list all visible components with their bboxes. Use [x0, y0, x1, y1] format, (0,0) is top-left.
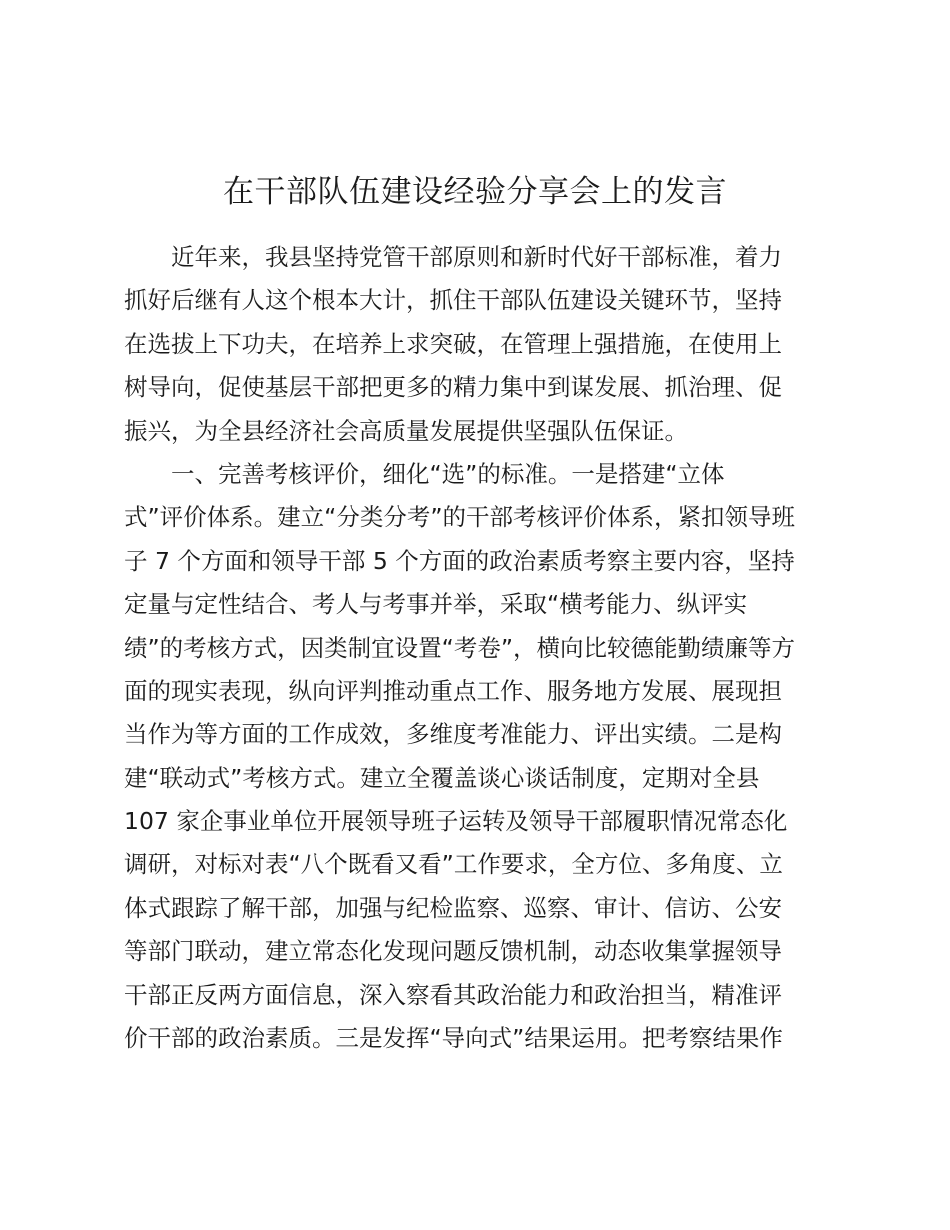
text-line: 当作为等方面的工作成效，多维度考准能力、评出实绩。二是构: [124, 720, 782, 749]
text-line: 干部正反两方面信息，深入察看其政治能力和政治担当，精准评: [124, 980, 782, 1009]
text-line: 子 7 个方面和领导干部 5 个方面的政治素质考察主要内容，坚持: [124, 546, 795, 575]
text-line: 等部门联动，建立常态化发现问题反馈机制，动态收集掌握领导: [124, 937, 782, 966]
text-line: 绩”的考核方式，因类制宜设置“考卷”，横向比较德能勤绩廉等方: [124, 633, 796, 662]
page-title: 在干部队伍建设经验分享会上的发言: [223, 174, 727, 210]
text-line: 式”评价体系。建立“分类分考”的干部考核评价体系，紧扣领导班: [124, 503, 796, 532]
text-line: 建“联动式”考核方式。建立全覆盖谈心谈话制度，定期对全县: [124, 763, 760, 792]
text-line: 振兴，为全县经济社会高质量发展提供坚强队伍保证。: [124, 416, 688, 445]
body-text: [124, 236, 826, 1060]
text-line: 价干部的政治素质。三是发挥“导向式”结果运用。把考察结果作: [124, 1024, 783, 1053]
section-heading-line: 一、完善考核评价，细化“选”的标准。一是搭建“立体: [171, 459, 725, 488]
text-line: 近年来，我县坚持党管干部原则和新时代好干部标准，着力: [171, 243, 782, 271]
text-line: 调研，对标对表“八个既看又看”工作要求，全方位、多角度、立: [124, 850, 783, 879]
text-line: 在选拔上下功夫，在培养上求突破，在管理上强措施，在使用上: [124, 329, 782, 358]
text-line: 定量与定性结合、考人与考事并举，采取“横考能力、纵评实: [124, 590, 748, 619]
text-line: 抓好后继有人这个根本大计，抓住干部队伍建设关键环节，坚持: [124, 286, 782, 315]
text-line: 面的现实表现，纵向评判推动重点工作、服务地方发展、展现担: [124, 676, 782, 705]
text-line: 体式跟踪了解干部，加强与纪检监察、巡察、审计、信访、公安: [124, 893, 782, 922]
text-line: 107 家企事业单位开展领导班子运转及领导干部履职情况常态化: [124, 807, 788, 836]
text-line: 树导向，促使基层干部把更多的精力集中到谋发展、抓治理、促: [124, 373, 782, 402]
